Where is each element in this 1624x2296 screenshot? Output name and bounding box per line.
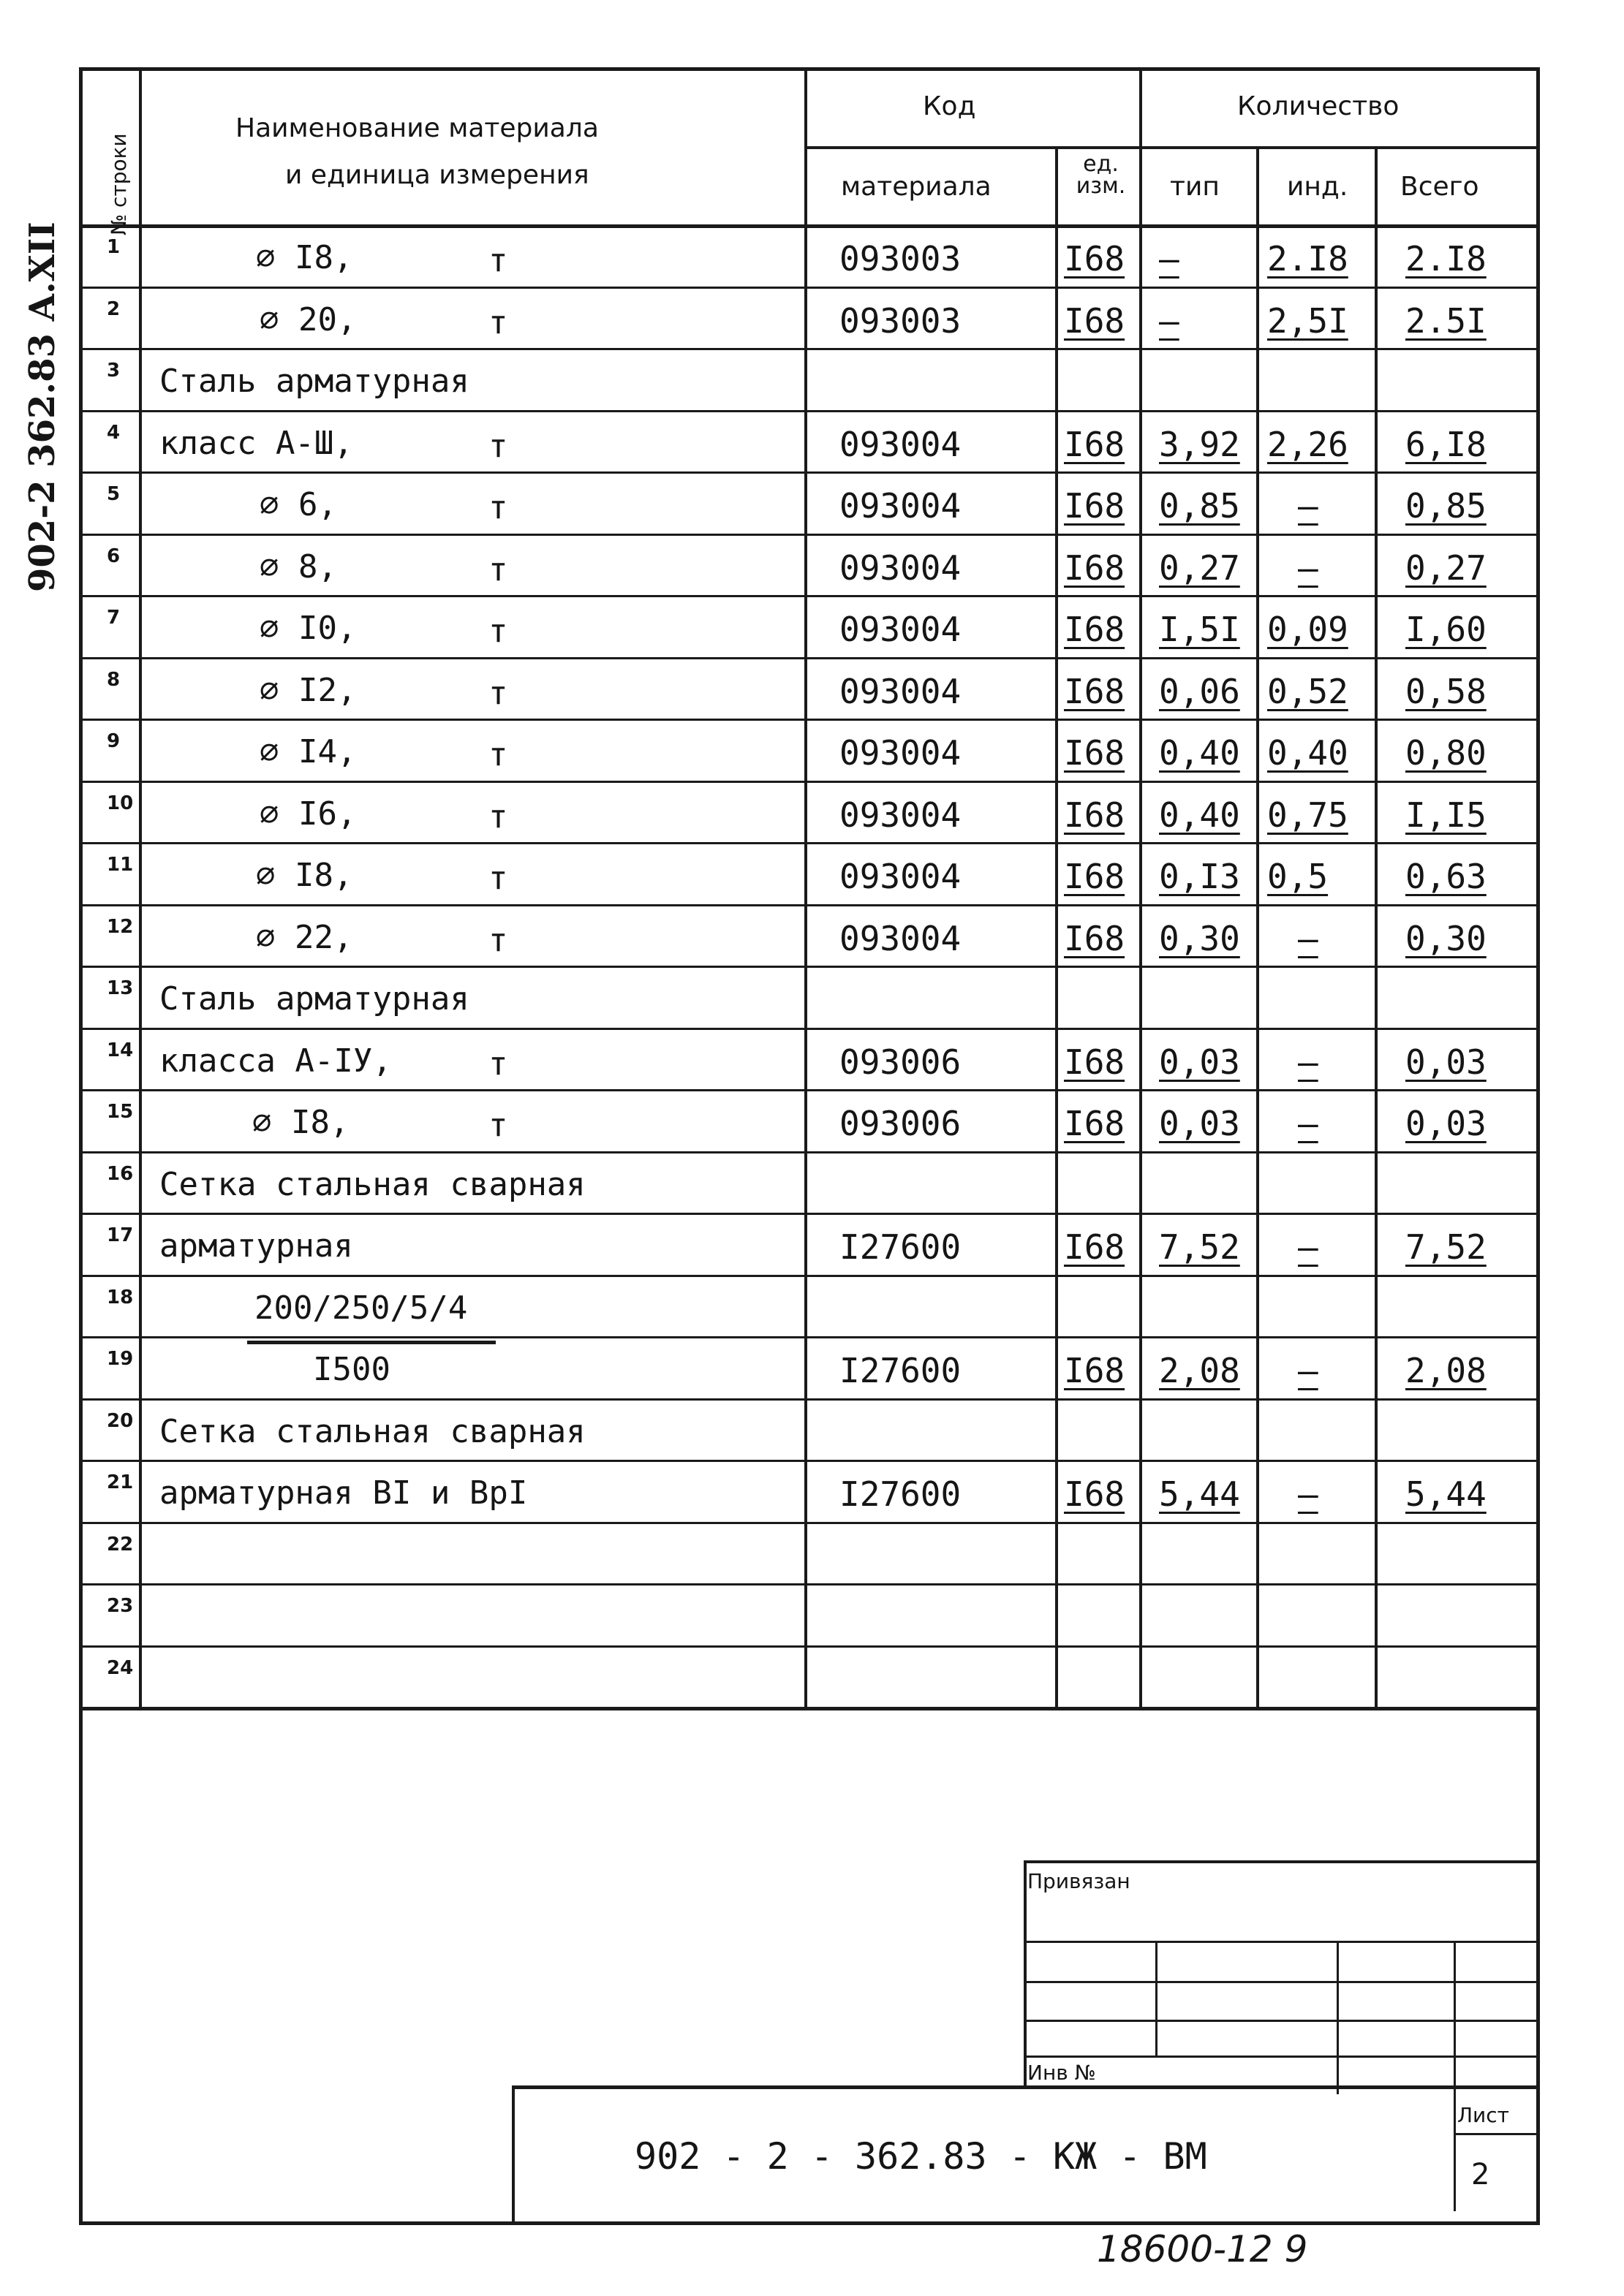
- qty-total: 2,08: [1405, 1351, 1487, 1390]
- qty-total: 0,85: [1405, 486, 1487, 526]
- header-mid-line: [804, 146, 1536, 149]
- row-number: 3: [107, 360, 121, 382]
- unit-code: I68: [1064, 424, 1125, 464]
- row-number: 4: [107, 421, 121, 444]
- material-name: ∅ I4,: [260, 733, 357, 770]
- stamp-rule: [1024, 2056, 1536, 2058]
- material-name: арматурная BI и BpI: [159, 1474, 528, 1512]
- row-number: 19: [107, 1348, 134, 1370]
- material-code: I27600: [839, 1351, 962, 1390]
- row-number: 5: [107, 483, 121, 505]
- row-number: 13: [107, 977, 134, 999]
- material-code: 093004: [839, 486, 962, 526]
- row-separator: [83, 1151, 1536, 1153]
- row-separator: [83, 719, 1536, 721]
- designation-left-rule: [512, 2085, 515, 2224]
- unit-code: I68: [1064, 610, 1125, 649]
- unit-label: т: [488, 489, 508, 526]
- qty-total: 0,30: [1405, 918, 1487, 958]
- unit-code: I68: [1064, 1351, 1125, 1390]
- qty-individual: –: [1298, 1042, 1318, 1082]
- header-total: Всего: [1400, 172, 1479, 202]
- row-separator: [83, 410, 1536, 412]
- qty-total: 0,27: [1405, 548, 1487, 588]
- stamp-left-rule: [1024, 1860, 1027, 2087]
- qty-type: 0,85: [1159, 486, 1240, 526]
- row-separator: [83, 1336, 1536, 1338]
- qty-type: 3,92: [1159, 424, 1240, 464]
- handwritten-number: 18600-12 9: [1097, 2228, 1308, 2270]
- unit-code: I68: [1064, 1474, 1125, 1514]
- designation-top-rule: [512, 2085, 1536, 2089]
- material-code: 093004: [839, 610, 962, 649]
- row-separator: [83, 1089, 1536, 1091]
- unit-code: I68: [1064, 486, 1125, 526]
- col-rule-total: [1375, 146, 1378, 1707]
- col-rule-ind: [1256, 146, 1259, 1707]
- sheet-rule: [1454, 2133, 1536, 2135]
- unit-label: т: [488, 242, 508, 279]
- header-name-line2: и единица измерения: [285, 160, 589, 190]
- row-number: 20: [107, 1409, 134, 1432]
- row-separator: [83, 471, 1536, 474]
- unit-code: I68: [1064, 239, 1125, 279]
- qty-individual: –: [1298, 1104, 1318, 1143]
- row-number: 24: [107, 1656, 134, 1679]
- unit-code: I68: [1064, 918, 1125, 958]
- material-name: ∅ I0,: [260, 610, 357, 647]
- unit-label: т: [488, 550, 508, 588]
- sheet-number: 2: [1471, 2158, 1490, 2191]
- row-separator: [83, 1645, 1536, 1648]
- material-name: Сталь арматурная: [159, 363, 469, 400]
- material-code: 093003: [839, 239, 962, 279]
- row-separator: [83, 1460, 1536, 1462]
- unit-label: т: [488, 921, 508, 959]
- qty-individual: –: [1298, 1227, 1318, 1267]
- stamp-rule: [1024, 2020, 1536, 2022]
- material-code: 093004: [839, 918, 962, 958]
- unit-label: т: [488, 736, 508, 773]
- row-separator: [83, 287, 1536, 289]
- row-number: 14: [107, 1039, 134, 1061]
- stamp-col: [1454, 1941, 1456, 2211]
- material-code: 093003: [839, 300, 962, 341]
- material-name: ∅ 8,: [260, 548, 337, 586]
- unit-label: т: [488, 1107, 508, 1144]
- material-code: 093004: [839, 857, 962, 896]
- qty-individual: –: [1298, 1474, 1318, 1514]
- row-number: 6: [107, 545, 121, 567]
- qty-type: –: [1159, 300, 1179, 341]
- unit-label: т: [488, 303, 508, 341]
- qty-individual: 2,26: [1267, 424, 1348, 464]
- row-separator: [83, 348, 1536, 350]
- qty-total: 0,03: [1405, 1042, 1487, 1082]
- row-separator: [83, 595, 1536, 597]
- stamp-rule: [1024, 1941, 1536, 1943]
- stamp-col: [1155, 1941, 1157, 2058]
- material-name: Сетка стальная сварная: [159, 1165, 586, 1203]
- qty-individual: –: [1298, 548, 1318, 588]
- row-separator: [83, 1275, 1536, 1277]
- material-code: 093004: [839, 424, 962, 464]
- qty-individual: –: [1298, 486, 1318, 526]
- unit-code: I68: [1064, 795, 1125, 835]
- header-bottom-line: [83, 224, 1536, 228]
- unit-label: т: [488, 613, 508, 650]
- qty-individual: 0,52: [1267, 671, 1348, 711]
- row-separator: [83, 966, 1536, 968]
- qty-total: I,60: [1405, 610, 1487, 649]
- row-number: 23: [107, 1595, 134, 1617]
- row-separator: [83, 657, 1536, 659]
- row-separator: [83, 781, 1536, 783]
- qty-individual: 2,5I: [1267, 300, 1348, 341]
- qty-total: 0,58: [1405, 671, 1487, 711]
- material-name: ∅ I6,: [260, 795, 357, 833]
- unit-code: I68: [1064, 1104, 1125, 1143]
- qty-individual: –: [1298, 918, 1318, 958]
- qty-total: 5,44: [1405, 1474, 1487, 1514]
- material-code: 093004: [839, 795, 962, 835]
- material-code: 093004: [839, 548, 962, 588]
- qty-type: 0,27: [1159, 548, 1240, 588]
- row-number: 16: [107, 1162, 134, 1185]
- stamp-rule: [1024, 1981, 1536, 1983]
- qty-type: I,5I: [1159, 610, 1240, 649]
- row-number: 21: [107, 1471, 134, 1493]
- row-separator: [83, 1213, 1536, 1215]
- qty-total: 7,52: [1405, 1227, 1487, 1267]
- unit-code: I68: [1064, 733, 1125, 773]
- material-code: 093006: [839, 1104, 962, 1143]
- stamp-top-rule: [1024, 1860, 1536, 1863]
- material-code: 093004: [839, 671, 962, 711]
- qty-type: 0,03: [1159, 1042, 1240, 1082]
- material-name: ∅ 20,: [260, 300, 357, 338]
- qty-individual: 0,09: [1267, 610, 1348, 649]
- row-number: 22: [107, 1533, 134, 1556]
- qty-type: 0,I3: [1159, 857, 1240, 896]
- material-name: ∅ 22,: [256, 918, 353, 956]
- qty-type: 0,03: [1159, 1104, 1240, 1143]
- row-number: 8: [107, 668, 121, 691]
- qty-total: 0,80: [1405, 733, 1487, 773]
- row-separator: [83, 1522, 1536, 1524]
- row-number: 1: [107, 236, 121, 258]
- row-number: 17: [107, 1224, 134, 1246]
- row-number: 7: [107, 607, 121, 629]
- material-name: ∅ I8,: [252, 1104, 350, 1141]
- material-name: арматурная: [159, 1227, 353, 1265]
- qty-total: 2.5I: [1405, 300, 1487, 341]
- header-ind: инд.: [1287, 172, 1348, 202]
- material-name: ∅ I2,: [260, 671, 357, 709]
- col-rule-unit: [1055, 146, 1058, 1707]
- table-bottom-line: [83, 1707, 1536, 1710]
- header-name-line1: Наименование материала: [235, 113, 599, 143]
- row-separator: [83, 534, 1536, 536]
- header-code: Код: [923, 91, 976, 121]
- material-name: класса А-IУ,: [159, 1042, 392, 1080]
- material-code: I27600: [839, 1227, 962, 1267]
- qty-type: 0,40: [1159, 795, 1240, 835]
- material-code: 093004: [839, 733, 962, 773]
- qty-total: I,I5: [1405, 795, 1487, 835]
- row-number: 2: [107, 298, 121, 320]
- row-number: 15: [107, 1101, 134, 1123]
- header-unit: ед. изм.: [1076, 151, 1126, 199]
- qty-type: 2,08: [1159, 1351, 1240, 1390]
- row-number: 18: [107, 1286, 134, 1308]
- row-number: 9: [107, 730, 121, 752]
- qty-individual: 0,5: [1267, 857, 1329, 896]
- qty-type: 0,06: [1159, 671, 1240, 711]
- material-code: 093006: [839, 1042, 962, 1082]
- header-quantity: Количество: [1237, 91, 1400, 121]
- material-name: ∅ 6,: [260, 486, 337, 523]
- unit-code: I68: [1064, 1042, 1125, 1082]
- qty-type: 5,44: [1159, 1474, 1240, 1514]
- row-number: 11: [107, 854, 134, 876]
- unit-code: I68: [1064, 857, 1125, 896]
- header-tip: тип: [1170, 172, 1220, 202]
- material-name: Сетка стальная сварная: [159, 1412, 586, 1450]
- row-separator: [83, 1028, 1536, 1030]
- qty-individual: 2.I8: [1267, 239, 1348, 279]
- material-code: I27600: [839, 1474, 962, 1514]
- row-separator: [83, 1583, 1536, 1585]
- unit-label: т: [488, 674, 508, 712]
- header-material: материала: [841, 172, 992, 202]
- fraction-bar: [247, 1341, 496, 1344]
- sheet-label: Лист: [1457, 2103, 1509, 2127]
- row-separator: [83, 904, 1536, 906]
- qty-total: 0,63: [1405, 857, 1487, 896]
- qty-total: 2.I8: [1405, 239, 1487, 279]
- unit-code: I68: [1064, 300, 1125, 341]
- material-name: ∅ I8,: [256, 857, 353, 894]
- unit-code: I68: [1064, 548, 1125, 588]
- header-row-number: № строки: [107, 133, 131, 235]
- qty-type: 0,30: [1159, 918, 1240, 958]
- unit-code: I68: [1064, 1227, 1125, 1267]
- qty-individual: 0,75: [1267, 795, 1348, 835]
- document-designation: 902 - 2 - 362.83 - КЖ - ВМ: [635, 2135, 1207, 2178]
- stamp-inventory-label: Инв №: [1027, 2061, 1096, 2085]
- qty-total: 6,I8: [1405, 424, 1487, 464]
- side-designation: 902-2 362.83 A.XII: [22, 221, 63, 592]
- material-name: класс А-Ш,: [159, 424, 353, 462]
- unit-label: т: [488, 797, 508, 836]
- qty-type: 0,40: [1159, 733, 1240, 773]
- row-separator: [83, 1398, 1536, 1401]
- material-name: ∅ I8,: [256, 239, 353, 276]
- unit-label: т: [488, 860, 508, 897]
- unit-label: т: [488, 427, 508, 465]
- stamp-bound-label: Привязан: [1027, 1869, 1130, 1893]
- qty-type: –: [1159, 239, 1179, 279]
- row-number: 12: [107, 915, 134, 938]
- qty-individual: 0,40: [1267, 733, 1348, 773]
- unit-code: I68: [1064, 671, 1125, 711]
- qty-type: 7,52: [1159, 1227, 1240, 1267]
- material-name: Сталь арматурная: [159, 980, 469, 1018]
- row-number: 10: [107, 792, 134, 814]
- unit-label: т: [488, 1045, 508, 1083]
- stamp-col: [1337, 1941, 1339, 2094]
- qty-individual: –: [1298, 1351, 1318, 1390]
- material-name: 200/250/5/4: [254, 1289, 468, 1327]
- row-separator: [83, 842, 1536, 844]
- qty-total: 0,03: [1405, 1104, 1487, 1143]
- material-name: I500: [313, 1351, 390, 1388]
